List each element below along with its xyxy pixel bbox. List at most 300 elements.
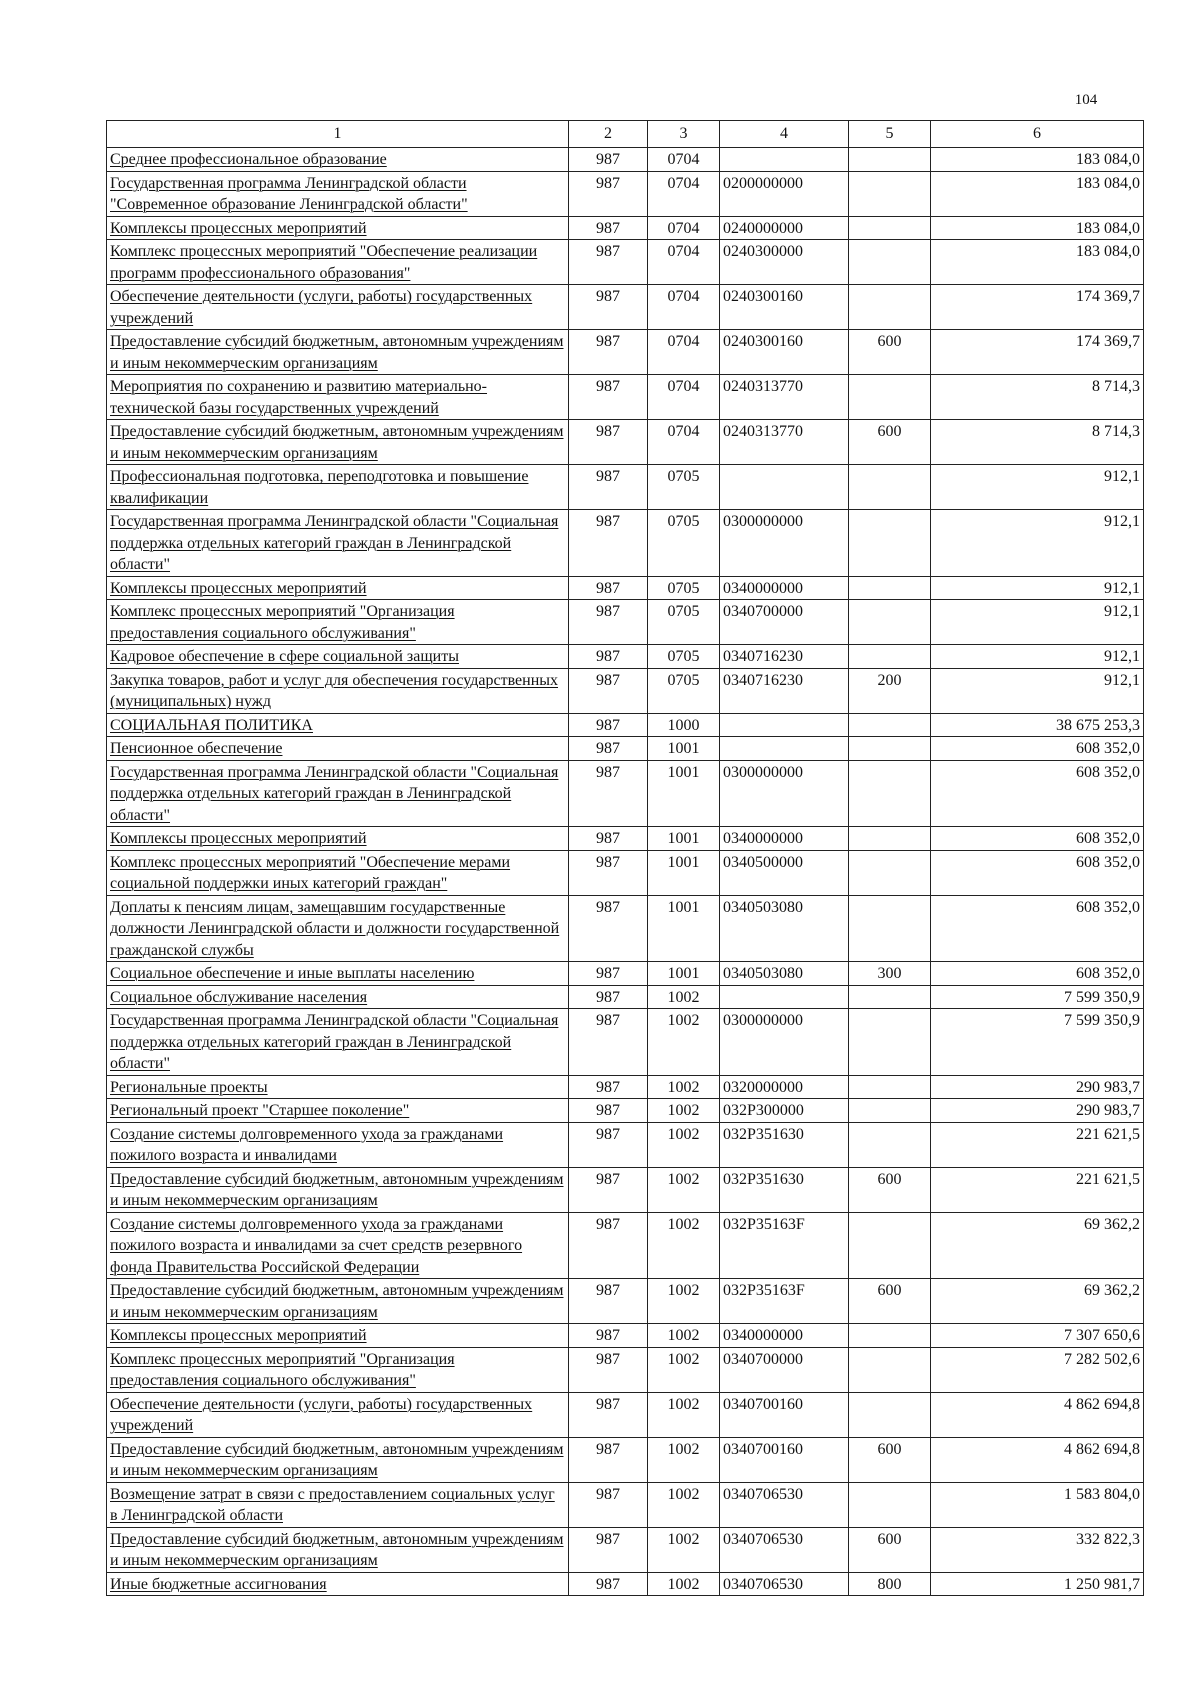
section-code-cell xyxy=(648,1009,720,1076)
budget-item-name: Комплекс процессных мероприятий "Обеспечение мерами социальной поддержки иных категорий граждан" xyxy=(110,853,511,892)
amount-cell xyxy=(931,1099,1144,1123)
budget-item-name: Создание системы долговременного ухода за гражданами пожилого возраста и инвалидами за счет средств резервного фонда Правительства Российской Федерации xyxy=(110,1215,523,1276)
ministry-code-cell xyxy=(569,1482,648,1527)
ministry-code: 987 xyxy=(596,288,620,305)
ministry-code: 987 xyxy=(596,1102,620,1119)
table-row xyxy=(107,576,1144,600)
budget-item-name: Пенсионное обеспечение xyxy=(110,740,283,757)
section-code: 1001 xyxy=(667,965,700,982)
amount: 69 362,2 xyxy=(1084,1282,1140,1299)
target-article-code-cell xyxy=(720,576,849,600)
budget-item-name-cell xyxy=(107,148,569,172)
ministry-code-cell xyxy=(569,850,648,895)
target-article-code-cell xyxy=(720,850,849,895)
budget-item-name-cell xyxy=(107,985,569,1009)
ministry-code: 987 xyxy=(596,1215,620,1233)
ministry-code-cell xyxy=(569,600,648,645)
target-article-code-cell xyxy=(720,240,849,285)
target-article-code: 0340700160 xyxy=(723,1440,803,1458)
expense-type-code-cell xyxy=(849,148,931,172)
section-code-cell xyxy=(648,668,720,713)
table-row xyxy=(107,1167,1144,1212)
table-row xyxy=(107,713,1144,737)
budget-item-name: Комплекс процессных мероприятий "Организация предоставления социального обслуживания" xyxy=(110,603,455,642)
section-code-cell xyxy=(648,330,720,375)
section-code-cell xyxy=(648,285,720,330)
target-article-code-cell xyxy=(720,1347,849,1392)
ministry-code: 987 xyxy=(596,378,620,395)
ministry-code-cell xyxy=(569,1437,648,1482)
budget-item-name: Комплексы процессных мероприятий xyxy=(110,830,367,847)
table-row xyxy=(107,148,1144,172)
table-row xyxy=(107,285,1144,330)
amount: 221 621,5 xyxy=(1076,1125,1140,1143)
target-article-code: 0320000000 xyxy=(723,1078,803,1096)
target-article-code: 0240300160 xyxy=(723,288,803,305)
ministry-code: 987 xyxy=(596,1282,620,1299)
expense-type-code-cell xyxy=(849,1347,931,1392)
expense-type-code-cell xyxy=(849,285,931,330)
section-code-cell xyxy=(648,1075,720,1099)
section-code-cell xyxy=(648,645,720,669)
amount-cell xyxy=(931,1482,1144,1527)
ministry-code: 987 xyxy=(596,763,620,781)
budget-item-name: Закупка товаров, работ и услуг для обеспечения государственных (муниципальных) нужд xyxy=(110,671,559,710)
section-code: 1002 xyxy=(667,1282,700,1299)
ministry-code-cell xyxy=(569,668,648,713)
section-code: 0704 xyxy=(667,288,700,305)
section-code-cell xyxy=(648,1392,720,1437)
target-article-code-cell xyxy=(720,1572,849,1596)
target-article-code: 0240313770 xyxy=(723,378,803,395)
ministry-code: 987 xyxy=(596,716,620,734)
target-article-code: 0240313770 xyxy=(723,423,803,440)
section-code-cell xyxy=(648,148,720,172)
table-row xyxy=(107,171,1144,216)
amount-cell xyxy=(931,1437,1144,1482)
budget-item-name: Государственная программа Ленинградской области "Современное образование Ленинградской области" xyxy=(110,174,468,213)
amount-cell xyxy=(931,148,1144,172)
amount: 290 983,7 xyxy=(1076,1102,1140,1119)
budget-item-name-cell xyxy=(107,645,569,669)
section-code-cell xyxy=(648,1099,720,1123)
expense-type-code-cell xyxy=(849,1099,931,1123)
ministry-code: 987 xyxy=(596,671,620,689)
section-code-cell xyxy=(648,1279,720,1324)
budget-item-name-cell xyxy=(107,1324,569,1348)
expense-type-code-cell xyxy=(849,1122,931,1167)
budget-item-name: Комплекс процессных мероприятий "Обеспечение реализации программ профессионального образования" xyxy=(110,243,538,282)
budget-item-name: Предоставление субсидий бюджетным, автономным учреждениям и иным некоммерческим организациям xyxy=(110,333,564,372)
budget-item-name-cell xyxy=(107,850,569,895)
ministry-code: 987 xyxy=(596,740,620,757)
table-body xyxy=(107,148,1144,1596)
amount-cell xyxy=(931,1392,1144,1437)
ministry-code-cell xyxy=(569,737,648,761)
table-row xyxy=(107,1527,1144,1572)
target-article-code-cell xyxy=(720,985,849,1009)
section-code: 1002 xyxy=(667,1125,700,1143)
table-row xyxy=(107,645,1144,669)
expense-type-code: 600 xyxy=(877,423,902,440)
expense-type-code: 300 xyxy=(877,965,902,982)
expense-type-code-cell xyxy=(849,465,931,510)
section-code: 0704 xyxy=(667,151,700,168)
target-article-code: 0340700000 xyxy=(723,603,803,620)
expense-type-code-cell xyxy=(849,962,931,986)
target-article-code: 0340716230 xyxy=(723,648,803,665)
target-article-code-cell xyxy=(720,1167,849,1212)
target-article-code: 0240000000 xyxy=(723,219,803,237)
table-row xyxy=(107,1437,1144,1482)
column-header: 6 xyxy=(931,121,1144,148)
expense-type-code-cell xyxy=(849,895,931,962)
amount-cell xyxy=(931,760,1144,827)
budget-item-name: Среднее профессиональное образование xyxy=(110,151,387,168)
target-article-code-cell xyxy=(720,1279,849,1324)
target-article-code-cell xyxy=(720,827,849,851)
ministry-code: 987 xyxy=(596,513,620,530)
target-article-code: 0340706530 xyxy=(723,1575,803,1593)
target-article-code: 0340716230 xyxy=(723,671,803,689)
target-article-code: 0340000000 xyxy=(723,1327,803,1344)
expense-type-code-cell xyxy=(849,576,931,600)
target-article-code: 0300000000 xyxy=(723,513,803,530)
expense-type-code: 200 xyxy=(877,671,902,689)
budget-item-name-cell xyxy=(107,1572,569,1596)
table-row xyxy=(107,668,1144,713)
table-row xyxy=(107,1009,1144,1076)
amount-cell xyxy=(931,1347,1144,1392)
target-article-code-cell xyxy=(720,1324,849,1348)
budget-item-name-cell xyxy=(107,827,569,851)
column-header: 5 xyxy=(849,121,931,148)
table-row xyxy=(107,1122,1144,1167)
target-article-code-cell xyxy=(720,760,849,827)
target-article-code-cell xyxy=(720,148,849,172)
target-article-code-cell xyxy=(720,645,849,669)
amount-cell xyxy=(931,1572,1144,1596)
section-code: 0705 xyxy=(667,603,700,620)
budget-item-name: Комплексы процессных мероприятий xyxy=(110,579,367,597)
section-code-cell xyxy=(648,1437,720,1482)
ministry-code-cell xyxy=(569,645,648,669)
expense-type-code-cell xyxy=(849,1212,931,1279)
ministry-code-cell xyxy=(569,148,648,172)
target-article-code: 0240300000 xyxy=(723,243,803,260)
target-article-code: 0200000000 xyxy=(723,174,803,192)
section-code-cell xyxy=(648,1212,720,1279)
target-article-code: 032P300000 xyxy=(723,1102,804,1119)
ministry-code-cell xyxy=(569,713,648,737)
budget-item-name: Комплексы процессных мероприятий xyxy=(110,1327,367,1344)
target-article-code: 0300000000 xyxy=(723,1012,803,1029)
budget-item-name-cell xyxy=(107,1099,569,1123)
target-article-code-cell xyxy=(720,420,849,465)
section-code: 0705 xyxy=(667,648,700,665)
ministry-code: 987 xyxy=(596,1440,620,1458)
budget-item-name-cell xyxy=(107,713,569,737)
amount-cell xyxy=(931,510,1144,577)
table-header-row xyxy=(107,121,1144,148)
budget-item-name: Предоставление субсидий бюджетным, автономным учреждениям и иным некоммерческим организациям xyxy=(110,1440,564,1479)
amount-cell xyxy=(931,713,1144,737)
ministry-code-cell xyxy=(569,760,648,827)
section-code: 1002 xyxy=(667,1575,700,1593)
expense-type-code: 600 xyxy=(877,333,902,350)
ministry-code: 987 xyxy=(596,1327,620,1344)
target-article-code-cell xyxy=(720,1075,849,1099)
amount: 912,1 xyxy=(1104,579,1140,597)
ministry-code: 987 xyxy=(596,579,620,597)
amount: 221 621,5 xyxy=(1076,1170,1140,1188)
table-row xyxy=(107,895,1144,962)
ministry-code-cell xyxy=(569,985,648,1009)
amount-cell xyxy=(931,171,1144,216)
ministry-code-cell xyxy=(569,216,648,240)
expense-type-code-cell xyxy=(849,713,931,737)
amount: 183 084,0 xyxy=(1076,151,1140,168)
expense-type-code-cell xyxy=(849,600,931,645)
ministry-code: 987 xyxy=(596,830,620,847)
target-article-code-cell xyxy=(720,510,849,577)
section-code: 1002 xyxy=(667,1485,700,1503)
ministry-code: 987 xyxy=(596,1170,620,1188)
section-code: 0704 xyxy=(667,333,700,350)
ministry-code-cell xyxy=(569,576,648,600)
expense-type-code-cell xyxy=(849,1279,931,1324)
expense-type-code-cell xyxy=(849,1482,931,1527)
target-article-code: 0340700160 xyxy=(723,1395,803,1413)
expense-type-code-cell xyxy=(849,1437,931,1482)
amount-cell xyxy=(931,420,1144,465)
amount-cell xyxy=(931,216,1144,240)
section-code: 1001 xyxy=(667,740,700,757)
amount-cell xyxy=(931,240,1144,285)
ministry-code-cell xyxy=(569,420,648,465)
amount: 912,1 xyxy=(1104,468,1140,485)
ministry-code-cell xyxy=(569,1347,648,1392)
budget-item-name: Кадровое обеспечение в сфере социальной защиты xyxy=(110,648,459,665)
section-code: 1001 xyxy=(667,898,700,916)
budget-item-name: Государственная программа Ленинградской области "Социальная поддержка отдельных категорий граждан в Ленинградской области" xyxy=(110,763,559,824)
amount: 608 352,0 xyxy=(1076,763,1140,781)
ministry-code-cell xyxy=(569,465,648,510)
section-code: 0704 xyxy=(667,378,700,395)
expense-type-code-cell xyxy=(849,760,931,827)
section-code-cell xyxy=(648,420,720,465)
section-code-cell xyxy=(648,850,720,895)
amount: 8 714,3 xyxy=(1092,423,1140,440)
section-code-cell xyxy=(648,1167,720,1212)
ministry-code: 987 xyxy=(596,243,620,260)
target-article-code: 0340706530 xyxy=(723,1485,803,1503)
budget-item-name-cell xyxy=(107,1009,569,1076)
expense-type-code-cell xyxy=(849,375,931,420)
budget-item-name: Предоставление субсидий бюджетным, автономным учреждениям и иным некоммерческим организациям xyxy=(110,423,564,462)
table-row xyxy=(107,1279,1144,1324)
budget-item-name-cell xyxy=(107,1347,569,1392)
section-code: 1001 xyxy=(667,830,700,847)
expense-type-code-cell xyxy=(849,1075,931,1099)
section-code: 1001 xyxy=(667,853,700,871)
amount-cell xyxy=(931,285,1144,330)
amount: 183 084,0 xyxy=(1076,219,1140,237)
table-row xyxy=(107,510,1144,577)
table-row xyxy=(107,330,1144,375)
table-row xyxy=(107,375,1144,420)
ministry-code-cell xyxy=(569,240,648,285)
budget-item-name-cell xyxy=(107,285,569,330)
expense-type-code-cell xyxy=(849,850,931,895)
section-code: 0704 xyxy=(667,423,700,440)
budget-item-name: СОЦИАЛЬНАЯ ПОЛИТИКА xyxy=(110,716,313,734)
target-article-code-cell xyxy=(720,375,849,420)
target-article-code-cell xyxy=(720,1482,849,1527)
section-code-cell xyxy=(648,760,720,827)
amount: 38 675 253,3 xyxy=(1056,716,1140,734)
table-row xyxy=(107,240,1144,285)
table-row xyxy=(107,1482,1144,1527)
budget-item-name-cell xyxy=(107,216,569,240)
ministry-code: 987 xyxy=(596,174,620,192)
expense-type-code-cell xyxy=(849,1527,931,1572)
section-code: 1000 xyxy=(667,716,700,734)
budget-item-name-cell xyxy=(107,962,569,986)
expense-type-code-cell xyxy=(849,1392,931,1437)
section-code: 1002 xyxy=(667,1170,700,1188)
section-code-cell xyxy=(648,1572,720,1596)
table-row xyxy=(107,737,1144,761)
expense-type-code: 600 xyxy=(877,1440,902,1458)
amount: 912,1 xyxy=(1104,513,1140,530)
section-code-cell xyxy=(648,827,720,851)
ministry-code: 987 xyxy=(596,1485,620,1503)
ministry-code-cell xyxy=(569,1279,648,1324)
target-article-code-cell xyxy=(720,1392,849,1437)
budget-item-name: Создание системы долговременного ухода за гражданами пожилого возраста и инвалидами xyxy=(110,1125,504,1164)
ministry-code: 987 xyxy=(596,468,620,485)
ministry-code: 987 xyxy=(596,333,620,350)
section-code-cell xyxy=(648,1122,720,1167)
section-code-cell xyxy=(648,1324,720,1348)
ministry-code-cell xyxy=(569,1527,648,1572)
expense-type-code-cell xyxy=(849,985,931,1009)
ministry-code: 987 xyxy=(596,898,620,916)
amount-cell xyxy=(931,985,1144,1009)
amount: 912,1 xyxy=(1104,603,1140,620)
ministry-code-cell xyxy=(569,1212,648,1279)
target-article-code: 032P351630 xyxy=(723,1125,804,1143)
ministry-code: 987 xyxy=(596,1395,620,1413)
section-code-cell xyxy=(648,737,720,761)
ministry-code-cell xyxy=(569,962,648,986)
amount-cell xyxy=(931,1167,1144,1212)
expense-type-code-cell xyxy=(849,668,931,713)
amount: 69 362,2 xyxy=(1084,1215,1140,1233)
amount: 1 583 804,0 xyxy=(1064,1485,1140,1503)
ministry-code: 987 xyxy=(596,1350,620,1368)
target-article-code: 0340706530 xyxy=(723,1530,803,1548)
section-code: 1002 xyxy=(667,1102,700,1119)
budget-item-name-cell xyxy=(107,1392,569,1437)
amount: 608 352,0 xyxy=(1076,740,1140,757)
amount-cell xyxy=(931,645,1144,669)
section-code: 1002 xyxy=(667,1078,700,1096)
ministry-code-cell xyxy=(569,827,648,851)
budget-item-name: Обеспечение деятельности (услуги, работы) государственных учреждений xyxy=(110,288,533,327)
target-article-code: 0340500000 xyxy=(723,853,803,871)
section-code: 1002 xyxy=(667,1350,700,1368)
budget-item-name-cell xyxy=(107,510,569,577)
target-article-code: 0300000000 xyxy=(723,763,803,781)
section-code-cell xyxy=(648,465,720,510)
amount-cell xyxy=(931,600,1144,645)
amount: 608 352,0 xyxy=(1076,898,1140,916)
ministry-code-cell xyxy=(569,1324,648,1348)
ministry-code: 987 xyxy=(596,151,620,168)
section-code-cell xyxy=(648,985,720,1009)
ministry-code-cell xyxy=(569,171,648,216)
budget-item-name: Региональные проекты xyxy=(110,1078,268,1096)
budget-item-name-cell xyxy=(107,330,569,375)
target-article-code-cell xyxy=(720,1099,849,1123)
section-code: 1001 xyxy=(667,763,700,781)
ministry-code-cell xyxy=(569,375,648,420)
ministry-code-cell xyxy=(569,510,648,577)
table-row xyxy=(107,850,1144,895)
target-article-code: 0340000000 xyxy=(723,579,803,597)
section-code: 0704 xyxy=(667,243,700,260)
section-code-cell xyxy=(648,576,720,600)
budget-item-name-cell xyxy=(107,1527,569,1572)
section-code: 1002 xyxy=(667,1327,700,1344)
target-article-code-cell xyxy=(720,285,849,330)
target-article-code-cell xyxy=(720,895,849,962)
amount-cell xyxy=(931,330,1144,375)
target-article-code: 0240300160 xyxy=(723,333,803,350)
section-code-cell xyxy=(648,240,720,285)
table-row xyxy=(107,1572,1144,1596)
budget-item-name-cell xyxy=(107,668,569,713)
budget-item-name: Социальное обслуживание населения xyxy=(110,988,368,1006)
ministry-code: 987 xyxy=(596,423,620,440)
ministry-code-cell xyxy=(569,1392,648,1437)
amount: 183 084,0 xyxy=(1076,174,1140,192)
section-code-cell xyxy=(648,375,720,420)
ministry-code: 987 xyxy=(596,1078,620,1096)
expense-type-code-cell xyxy=(849,330,931,375)
budget-item-name: Региональный проект "Старшее поколение" xyxy=(110,1102,410,1119)
amount-cell xyxy=(931,465,1144,510)
budget-item-name-cell xyxy=(107,1167,569,1212)
target-article-code-cell xyxy=(720,171,849,216)
budget-item-name-cell xyxy=(107,240,569,285)
ministry-code: 987 xyxy=(596,603,620,620)
amount-cell xyxy=(931,1122,1144,1167)
ministry-code: 987 xyxy=(596,965,620,982)
section-code: 0705 xyxy=(667,579,700,597)
section-code-cell xyxy=(648,600,720,645)
amount: 608 352,0 xyxy=(1076,830,1140,847)
budget-item-name: Предоставление субсидий бюджетным, автономным учреждениям и иным некоммерческим организациям xyxy=(110,1170,564,1209)
target-article-code-cell xyxy=(720,1437,849,1482)
table-row xyxy=(107,1347,1144,1392)
target-article-code-cell xyxy=(720,713,849,737)
amount-cell xyxy=(931,850,1144,895)
amount: 1 250 981,7 xyxy=(1064,1575,1140,1593)
budget-item-name: Предоставление субсидий бюджетным, автономным учреждениям и иным некоммерческим организациям xyxy=(110,1530,564,1569)
